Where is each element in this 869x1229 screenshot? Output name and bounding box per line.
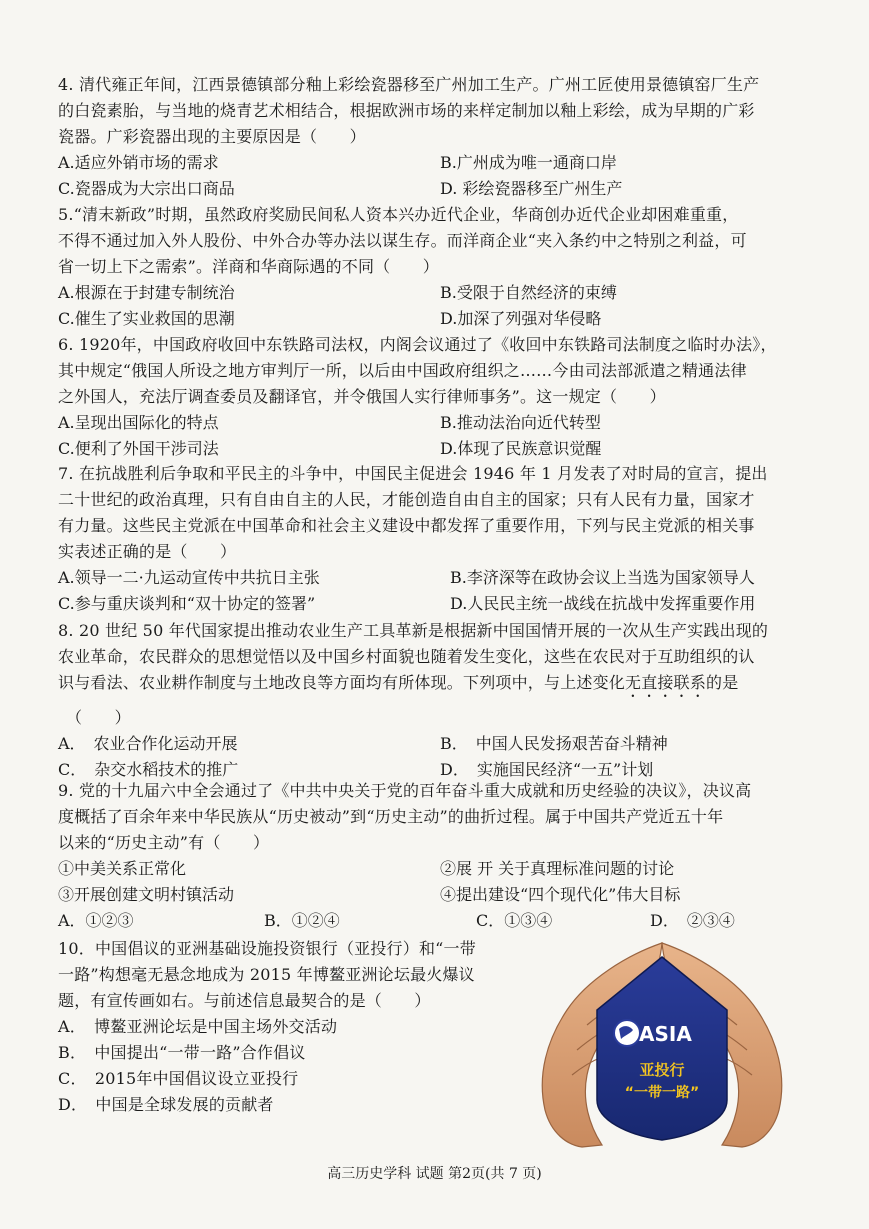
stem-text: 识与看法、农业耕作制度与土地改良等方面均有所体现。下列项中，与上述变化 <box>58 673 626 692</box>
question-stem-line: 5.“清末新政”时期，虽然政府奖励民间私人资本兴办近代企业，华商创办近代企业却困难重重， <box>58 205 739 224</box>
question-stem-line: 实表述正确的是（ ） <box>58 542 237 561</box>
question-7 <box>58 461 818 617</box>
question-stem-line: 不得不通过加入外人股份、中外合办等办法以谋生存。而洋商企业“夹入条约中之特别之利益，可 <box>58 231 747 250</box>
question-stem-line: 二十世纪的政治真理，只有自由自主的人民，才能创造自由自主的国家；只有人民有力量，国家才 <box>58 490 755 509</box>
option-b: B． 中国提出“一带一路”合作倡议 <box>58 1043 306 1062</box>
question-10 <box>58 936 518 1118</box>
option-d: D． 实施国民经济“一五”计划 <box>440 760 654 779</box>
option-a: A.领导一二·九运动宣传中共抗日主张 <box>58 568 320 587</box>
option-c: C.参与重庆谈判和“双十协定的签署” <box>58 594 316 613</box>
emphasized-text: 无直接联系 <box>625 673 707 692</box>
item-2: ②展 开 关于真理标准问题的讨论 <box>440 859 675 878</box>
option-row <box>58 410 818 436</box>
poster-caption-belt-road: “一带一路” <box>624 1085 700 1101</box>
propaganda-poster-image <box>527 935 797 1150</box>
question-stem-line: 有力量。这些民主党派在中国革命和社会主义建设中都发挥了重要作用，下列与民主党派的相关事 <box>58 516 755 535</box>
question-stem-line: 题，有宣传画如右。与前述信息最契合的是（ ） <box>58 991 431 1010</box>
option-b: B． 中国人民发扬艰苦奋斗精神 <box>440 734 668 753</box>
question-stem-line: 4. 清代雍正年间，江西景德镇部分釉上彩绘瓷器移至广州加工生产。广州工匠使用景德镇窑厂生产 <box>58 75 760 94</box>
question-stem-line: 瓷器。广彩瓷器出现的主要原因是（ ） <box>58 127 366 146</box>
question-stem-line: 7. 在抗战胜利后争取和平民主的斗争中，中国民主促进会 1946 年 1 月发表了对时局的宣言，提出 <box>58 464 768 483</box>
option-b: B.广州成为唯一通商口岸 <box>440 153 617 172</box>
question-stem-line: 度概括了百余年来中华民族从“历史被动”到“历史主动”的曲折过程。属于中国共产党近五十年 <box>58 807 724 826</box>
option-d: D. 彩绘瓷器移至广州生产 <box>440 179 623 198</box>
option-row <box>58 280 818 306</box>
question-stem-line: 9. 党的十九届六中全会通过了《中共中央关于党的百年奋斗重大成就和历史经验的决议》，决议高 <box>58 781 752 800</box>
option-c: C．①③④ <box>476 911 553 930</box>
poster-logo-text: ASIA <box>639 1022 692 1046</box>
option-a: A.根源在于封建专制统治 <box>58 283 235 302</box>
question-stem-line: 以来的“历史主动”有（ ） <box>58 833 270 852</box>
option-d: D． 中国是全球发展的贡献者 <box>58 1095 274 1114</box>
option-row <box>58 436 818 462</box>
option-c: C.瓷器成为大宗出口商品 <box>58 179 235 198</box>
option-row <box>58 565 818 591</box>
page-footer: 高三历史学科 试题 第2页(共 7 页) <box>327 1166 542 1182</box>
option-row <box>58 731 818 757</box>
question-stem-line: 农业革命，农民群众的思想觉悟以及中国乡村面貌也随着发生变化，这些在农民对于互助组织的认 <box>58 647 755 666</box>
option-a: A． 农业合作化运动开展 <box>58 734 238 753</box>
option-d: D.加深了列强对华侵略 <box>440 309 602 328</box>
option-a: A.呈现出国际化的特点 <box>58 413 219 432</box>
option-row <box>58 306 818 332</box>
item-1: ①中美关系正常化 <box>58 859 187 878</box>
poster-caption-aiib: 亚投行 <box>639 1061 685 1079</box>
question-stem-line: 的白瓷素胎，与当地的烧青艺术相结合，根据欧洲市场的来样定制加以釉上彩绘，成为早期的广彩 <box>58 101 755 120</box>
question-9 <box>58 778 818 934</box>
option-a: A． 博鳌亚洲论坛是中国主场外交活动 <box>58 1017 338 1036</box>
option-row <box>58 908 818 934</box>
item-row <box>58 882 818 908</box>
question-8 <box>58 618 818 783</box>
option-row <box>58 176 818 202</box>
question-stem-line: 10．中国倡议的亚洲基础设施投资银行（亚投行）和“一带 <box>58 939 476 958</box>
question-stem-line: 其中规定“俄国人所设之地方审判厅一所，以后由中国政府组织之……今由司法部派遣之精通法律 <box>58 361 747 380</box>
option-a: A.适应外销市场的需求 <box>58 153 219 172</box>
option-b: B.李济深等在政协会议上当选为国家领导人 <box>450 568 755 587</box>
item-row <box>58 856 818 882</box>
question-stem-line: 之外国人，充法厅调查委员及翻译官，并令俄国人实行律师事务”。这一规定（ ） <box>58 387 666 406</box>
question-6 <box>58 332 818 462</box>
item-4: ④提出建设“四个现代化”伟大目标 <box>440 885 681 904</box>
option-c: C.便利了外国干涉司法 <box>58 439 219 458</box>
question-5 <box>58 202 818 332</box>
question-stem-line <box>58 670 818 701</box>
stem-text: 的是 <box>706 673 739 692</box>
question-4 <box>58 72 818 202</box>
question-stem-line: 8. 20 世纪 50 年代国家提出推动农业生产工具革新是根据新中国国情开展的一次从生产实践出现的 <box>58 621 769 640</box>
item-3: ③开展创建文明村镇活动 <box>58 885 235 904</box>
option-row <box>58 150 818 176</box>
question-stem-line: 一路”构想毫无悬念地成为 2015 年博鳌亚洲论坛最火爆议 <box>58 965 475 984</box>
option-row <box>58 591 818 617</box>
option-b: B．①②④ <box>264 911 340 930</box>
option-c: C． 2015年中国倡议设立亚投行 <box>58 1069 299 1088</box>
answer-bracket: （ ） <box>66 708 131 727</box>
option-d: D． ②③④ <box>650 911 735 930</box>
option-b: B.推动法治向近代转型 <box>440 413 601 432</box>
option-c: C． 杂交水稻技术的推广 <box>58 760 239 779</box>
option-a: A．①②③ <box>58 911 134 930</box>
option-c: C.催生了实业救国的思潮 <box>58 309 235 328</box>
option-b: B.受限于自然经济的束缚 <box>440 283 617 302</box>
question-stem-line: 6. 1920年，中国政府收回中东铁路司法权，内阁会议通过了《收回中东铁路司法制度之临时办法》， <box>58 335 777 354</box>
option-d: D.体现了民族意识觉醒 <box>440 439 602 458</box>
question-stem-line: 省一切上下之需索”。洋商和华商际遇的不同（ ） <box>58 257 439 276</box>
option-d: D.人民民主统一战线在抗战中发挥重要作用 <box>450 594 756 613</box>
